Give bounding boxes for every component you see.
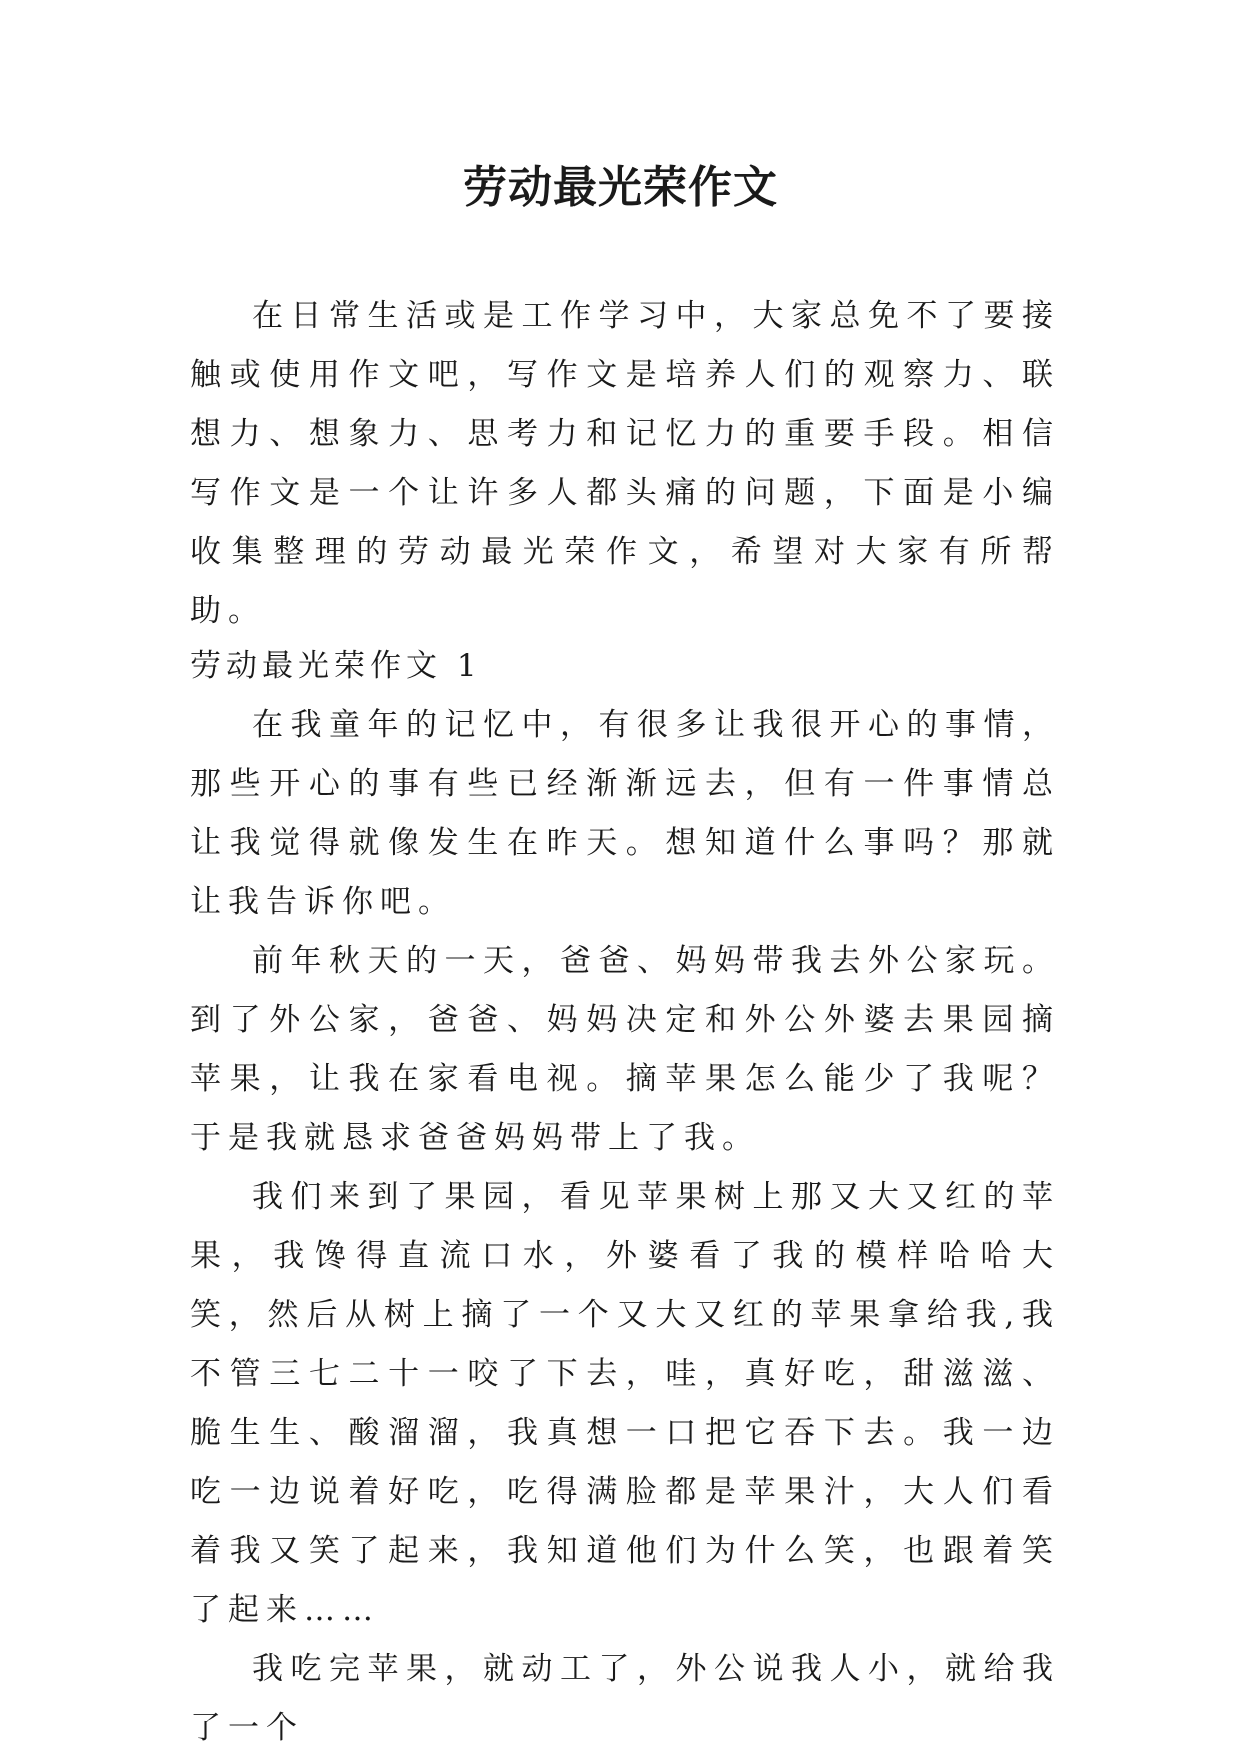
essay-paragraph: 在我童年的记忆中，有很多让我很开心的事情，那些开心的事有些已经渐渐远去，但有一件事情总让我觉得就像发生在昨天。想知道什么事吗？那就让我告诉你吧。 (190, 707, 1060, 920)
intro-section (190, 287, 1060, 641)
essay-section (190, 637, 1060, 1758)
essay-paragraph: 前年秋天的一天，爸爸、妈妈带我去外公家玩。到了外公家，爸爸、妈妈决定和外公外婆去果园摘苹果，让我在家看电视。摘苹果怎么能少了我呢？于是我就恳求爸爸妈妈带上了我。 (190, 943, 1060, 1156)
essay-paragraph: 我们来到了果园，看见苹果树上那又大又红的苹果，我馋得直流口水，外婆看了我的模样哈哈大笑，然后从树上摘了一个又大又红的苹果拿给我,我不管三七二十一咬了下去，哇，真好吃，甜滋滋、脆生生、酸溜溜，我真想一口把它吞下去。我一边吃一边说着好吃，吃得满脸都是苹果汁，大人们看着我又笑了起来，我知道他们为什么笑，也跟着笑了起来…… (190, 1179, 1060, 1628)
document-title: 劳动最光荣作文 (463, 162, 778, 213)
section-heading: 劳动最光荣作文 1 (190, 648, 482, 684)
intro-paragraph: 在日常生活或是工作学习中，大家总免不了要接触或使用作文吧，写作文是培养人们的观察力、联想力、想象力、思考力和记忆力的重要手段。相信写作文是一个让许多人都头痛的问题，下面是小编收集整理的劳动最光荣作文，希望对大家有所帮助。 (190, 298, 1060, 629)
essay-paragraph: 我吃完苹果，就动工了，外公说我人小，就给我了一个 (190, 1651, 1060, 1746)
